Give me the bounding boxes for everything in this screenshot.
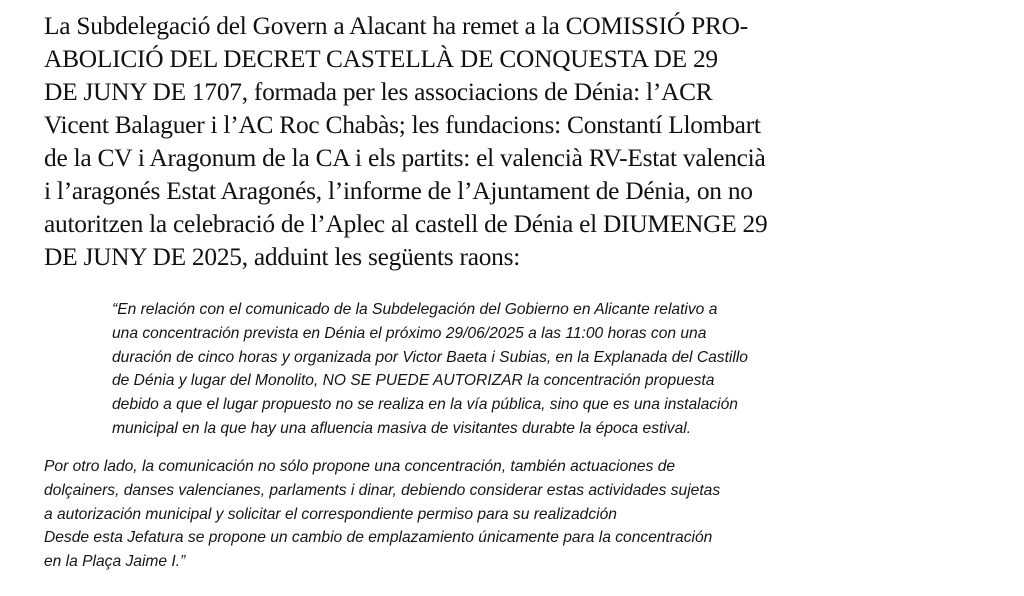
quote-line: de Dénia y lugar del Monolito, NO SE PUEDE AUTORIZAR la concentración propuesta (112, 372, 715, 390)
main-paragraph-line: La Subdelegació del Govern a Alacant ha remet a la COMISSIÓ PRO- (44, 12, 748, 40)
quoted-report-continuation (44, 455, 720, 574)
main-paragraph-line: ABOLICIÓ DEL DECRET CASTELLÀ DE CONQUESTA DE 29 (44, 45, 718, 73)
quote-line: municipal en la que hay una afluencia masiva de visitantes durabte la época estival. (112, 419, 692, 437)
main-paragraph-line: autoritzen la celebració de l’Aplec al castell de Dénia el DIUMENGE 29 (44, 210, 768, 238)
quote-line: a autorización municipal y solicitar el correspondiente permiso para su realizadción (44, 505, 617, 523)
main-paragraph-line: de la CV i Aragonum de la CA i els partits: el valencià RV-Estat valencià (44, 144, 766, 172)
main-paragraph-line: i l’aragonés Estat Aragonés, l’informe de l’Ajuntament de Dénia, on no (44, 177, 753, 205)
quote-line: Desde esta Jefatura se propone un cambio de emplazamiento únicamente para la concentración (44, 529, 713, 547)
quote-line: en la Plaça Jaime I.” (44, 553, 186, 571)
quote-line: debido a que el lugar propuesto no se realiza en la vía pública, sino que es una instalación (112, 396, 738, 414)
main-paragraph-line: Vicent Balaguer i l’AC Roc Chabàs; les fundacions: Constantí Llombart (44, 111, 761, 139)
quote-line: una concentración prevista en Dénia el próximo 29/06/2025 a las 11:00 horas con una (112, 324, 707, 342)
main-paragraph-line: DE JUNY DE 2025, adduint les següents raons: (44, 243, 521, 271)
main-paragraph (44, 10, 874, 274)
quote-line: dolçainers, danses valencianes, parlaments i dinar, debiendo considerar estas actividades sujetas (44, 481, 721, 499)
main-paragraph-line: DE JUNY DE 1707, formada per les associacions de Dénia: l’ACR (44, 78, 713, 106)
quote-line: Por otro lado, la comunicación no sólo propone una concentración, también actuaciones de (44, 458, 676, 475)
quote-line: “En relación con el comunicado de la Subdelegación del Gobierno en Alicante relativo a (112, 301, 718, 318)
quote-line: duración de cinco horas y organizada por Victor Baeta i Subias, en la Explanada del Castillo (112, 348, 748, 366)
quoted-report-indented (112, 298, 748, 441)
